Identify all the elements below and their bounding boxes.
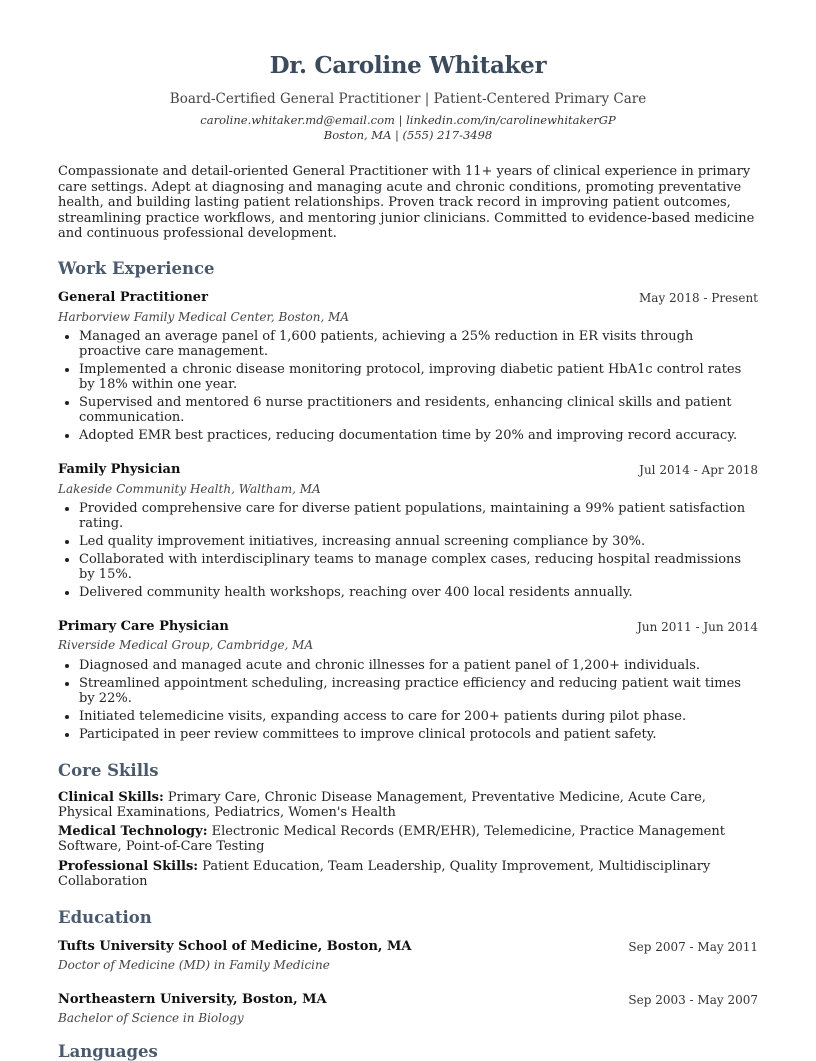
job-title: Family Physician (58, 462, 181, 477)
list-item: • Initiated telemedicine visits, expanding access to care for 200+ patients during pilot phase. (79, 709, 758, 724)
skill-label: Professional Skills: (58, 859, 199, 874)
job-bullets (58, 329, 758, 446)
section-title-experience: Work Experience (58, 259, 215, 278)
list-item: • Provided comprehensive care for diverse patient populations, maintaining a 99% patient satisfaction rating. (79, 501, 758, 531)
tagline: Board-Certified General Practitioner | Patient-Centered Primary Care (169, 91, 647, 107)
education-degree: Bachelor of Science in Biology (58, 1011, 244, 1025)
list-item: • Implemented a chronic disease monitoring protocol, improving diabetic patient HbA1c control rates by 18% within one year. (79, 362, 758, 392)
section-title-languages: Languages (58, 1042, 158, 1061)
section-title-education: Education (58, 908, 152, 927)
list-item: • Delivered community health workshops, reaching over 400 local residents annually. (79, 585, 758, 600)
skill-row (58, 824, 758, 854)
list-item: • Adopted EMR best practices, reducing documentation time by 20% and improving record accuracy. (79, 428, 758, 443)
job-dates: Jun 2011 - Jun 2014 (637, 620, 758, 634)
skill-text: Patient Education, Team Leadership, Quality Improvement, Multidisciplinary Collaboration (58, 859, 711, 889)
job-organization: Lakeside Community Health, Waltham, MA (58, 482, 321, 496)
job-title: General Practitioner (58, 290, 208, 305)
skill-row (58, 859, 758, 889)
list-item: • Managed an average panel of 1,600 patients, achieving a 25% reduction in ER visits through proactive care management. (79, 329, 758, 359)
list-item: • Supervised and mentored 6 nurse practitioners and residents, enhancing clinical skills and patient communication. (79, 395, 758, 425)
education-dates: Sep 2007 - May 2011 (628, 940, 758, 954)
job-dates: Jul 2014 - Apr 2018 (639, 463, 758, 477)
contact-line-location: Boston, MA | (555) 217-3498 (323, 128, 493, 142)
contact-line-email: caroline.whitaker.md@email.com | linkedin.com/in/carolinewhitakerGP (200, 113, 616, 127)
job-organization: Riverside Medical Group, Cambridge, MA (58, 638, 314, 652)
job-bullets (58, 501, 758, 603)
skill-label: Clinical Skills: (58, 790, 164, 805)
candidate-name: Dr. Caroline Whitaker (269, 52, 547, 79)
list-item: • Collaborated with interdisciplinary teams to manage complex cases, reducing hospital readmissions by 15%. (79, 552, 758, 582)
list-item: • Led quality improvement initiatives, increasing annual screening compliance by 30%. (79, 534, 758, 549)
education-school: Northeastern University, Boston, MA (58, 992, 327, 1007)
skill-row (58, 790, 758, 820)
job-dates: May 2018 - Present (639, 291, 758, 305)
list-item: • Diagnosed and managed acute and chronic illnesses for a patient panel of 1,200+ individuals. (79, 658, 758, 673)
job-title: Primary Care Physician (58, 619, 229, 634)
education-school: Tufts University School of Medicine, Boston, MA (58, 939, 412, 954)
job-organization: Harborview Family Medical Center, Boston, MA (58, 310, 350, 324)
skill-text: Primary Care, Chronic Disease Management, Preventative Medicine, Acute Care, Physical Examinations, Pediatrics, Women's Health (58, 790, 706, 820)
skill-label: Medical Technology: (58, 824, 208, 839)
professional-summary: Compassionate and detail-oriented General Practitioner with 11+ years of clinical experience in primary care settings. Adept at diagnosing and managing acute and chronic conditions, promoting preventative health, and building lasting patient relationships. Proven track record in improving patient outcomes, streamlining practice workflows, and mentoring junior clinicians. Committed to evidence-based medicine and continuous professional development. (58, 164, 755, 241)
skill-text: Electronic Medical Records (EMR/EHR), Telemedicine, Practice Management Software, Point-of-Care Testing (58, 824, 725, 854)
list-item: • Streamlined appointment scheduling, increasing practice efficiency and reducing patient wait times by 22%. (79, 676, 758, 706)
education-degree: Doctor of Medicine (MD) in Family Medicine (58, 958, 330, 972)
section-title-skills: Core Skills (58, 761, 159, 780)
job-bullets (58, 658, 758, 745)
education-dates: Sep 2003 - May 2007 (628, 993, 758, 1007)
list-item: • Participated in peer review committees to improve clinical protocols and patient safety. (79, 727, 758, 742)
